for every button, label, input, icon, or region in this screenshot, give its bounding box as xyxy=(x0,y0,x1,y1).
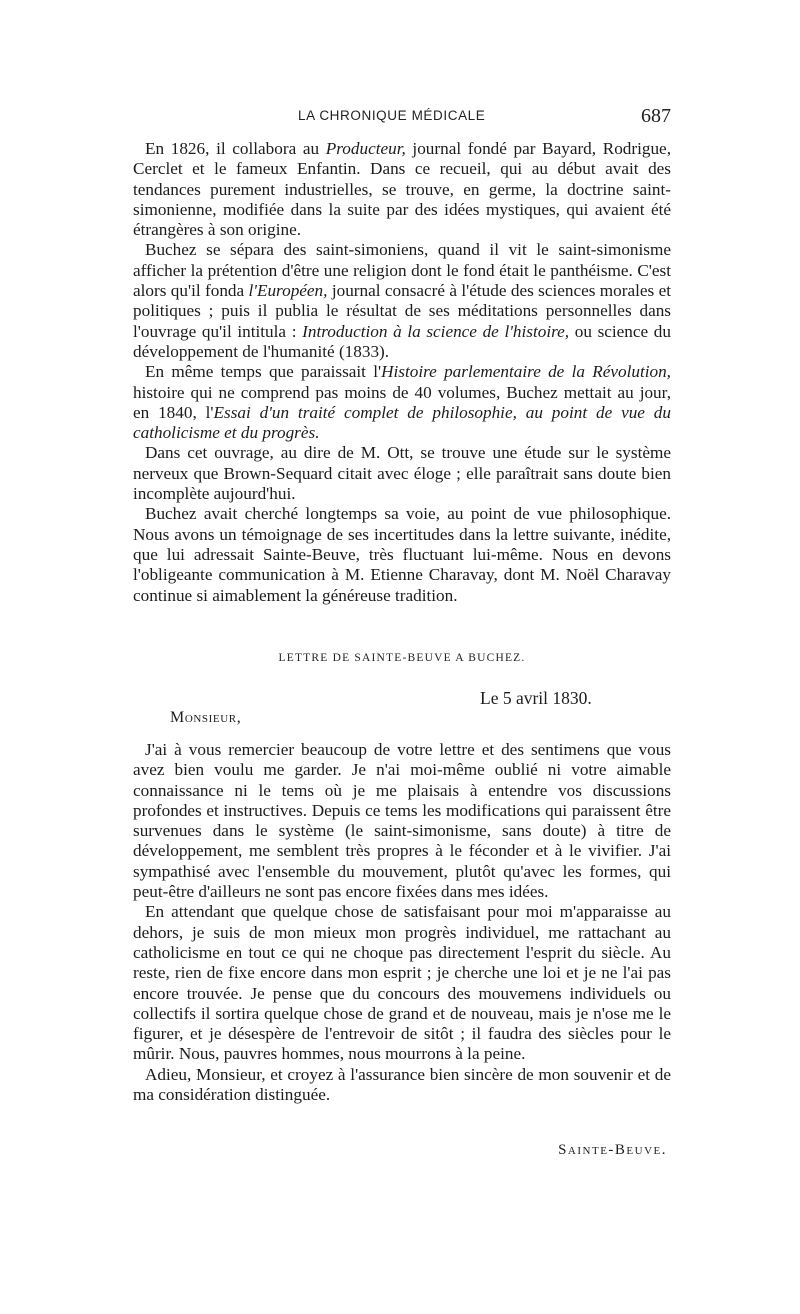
italic-title: Introduction à la science de l'histoire, xyxy=(302,321,570,341)
paragraph-4: Dans cet ouvrage, au dire de M. Ott, se trouve une étude sur le système nerveux que Brown-Sequard citait avec éloge ; elle paraîtrait sans doute bien incomplète aujourd'hui. xyxy=(133,443,671,504)
letter-paragraph-2: En attendant que quelque chose de satisfaisant pour moi m'apparaisse au dehors, je suis de mon mieux mon progrès individuel, me rattachant au catholicisme en tout ce qui ne choque pas directement l'esprit du siècle. Au reste, rien de fixe encore dans mon esprit ; je cherche une loi et je ne l'ai pas encore trouvée. Je pense que du concours des mouvemens individuels ou collectifs il sortira quelque chose de grand et de nouveau, mais je n'ose me le figurer, et je désespère de l'entrevoir de sitôt ; il faudra des siècles pour le mûrir. Nous, pauvres hommes, nous mourrons à la peine. xyxy=(133,902,671,1064)
paragraph-5: Buchez avait cherché longtemps sa voie, au point de vue philosophique. Nous avons un témoignage de ses incertitudes dans la lettre suivante, inédite, que lui adressait Sainte-Beuve, très fluctuant lui-même. Nous en devons l'obligeante communication à M. Etienne Charavay, dont M. Noël Charavay continue si aimablement la généreuse tradition. xyxy=(133,504,671,605)
paragraph-3: En même temps que paraissait l'Histoire parlementaire de la Révolution, histoire qui ne comprend pas moins de 40 volumes, Buchez mettait au jour, en 1840, l'Essai d'un traité complet de philosophie, au point de vue du catholicisme et du progrès. xyxy=(133,362,671,443)
paragraph-1: En 1826, il collabora au Producteur, journal fondé par Bayard, Rodrigue, Cerclet et le fameux Enfantin. Dans ce recueil, qui au début avait des tendances purement industrielles, se trouve, en germe, la doctrine saint-simonienne, modifiée dans la suite par des idées mystiques, qui avaient été étrangères à son origine. xyxy=(133,139,671,240)
letter-date: Le 5 avril 1830. xyxy=(480,688,592,708)
page-number: 687 xyxy=(641,105,671,127)
running-head: LA CHRONIQUE MÉDICALE xyxy=(298,108,486,123)
letter-paragraph-3: Adieu, Monsieur, et croyez à l'assurance bien sincère de mon souvenir et de ma considération distinguée. xyxy=(133,1064,671,1105)
letter-paragraph-1: J'ai à vous remercier beaucoup de votre lettre et des sentimens que vous avez bien voulu me garder. Je n'ai moi-même oublié ni votre aimable connaissance ni le tems où je me plaisais à entendre vos discussions profondes et instructives. Depuis ce tems les modifications qui paraissent être survenues dans le système (le saint-simonisme, sans doute) à titre de développement, me semblent très propres à le féconder et à le vivifier. J'ai sympathisé avec l'ensemble du mouvement, plutôt qu'avec les formes, qui peut-être d'ailleurs ne sont pas encore fixées dans mes idées. xyxy=(133,740,671,902)
italic-title: Histoire parlementaire de la Révolution, xyxy=(381,362,671,382)
page-header xyxy=(133,106,671,130)
italic-title: Essai d'un traité complet de philosophie, au point de vue du catholicisme et du progrès. xyxy=(133,402,671,443)
letter-text xyxy=(133,740,671,1105)
letter-signature: Sainte-Beuve. xyxy=(558,1142,667,1158)
italic-title: l'Européen, xyxy=(248,281,328,301)
letter-salutation: Monsieur, xyxy=(170,709,242,726)
paragraph-2: Buchez se sépara des saint-simoniens, quand il vit le saint-simonisme afficher la prétention d'être une religion dont le fond était le panthéisme. C'est alors qu'il fonda l'Européen, journal consacré à l'étude des sciences morales et politiques ; puis il publia le résultat de ses méditations personnelles dans l'ouvrage qu'il intitula : Introduction à la science de l'histoire, ou science du développement de l'humanité (1833). xyxy=(133,240,671,361)
letter-heading: LETTRE DE SAINTE-BEUVE A BUCHEZ. xyxy=(278,652,526,664)
italic-title: Producteur, xyxy=(325,139,406,158)
body-text xyxy=(133,139,671,606)
